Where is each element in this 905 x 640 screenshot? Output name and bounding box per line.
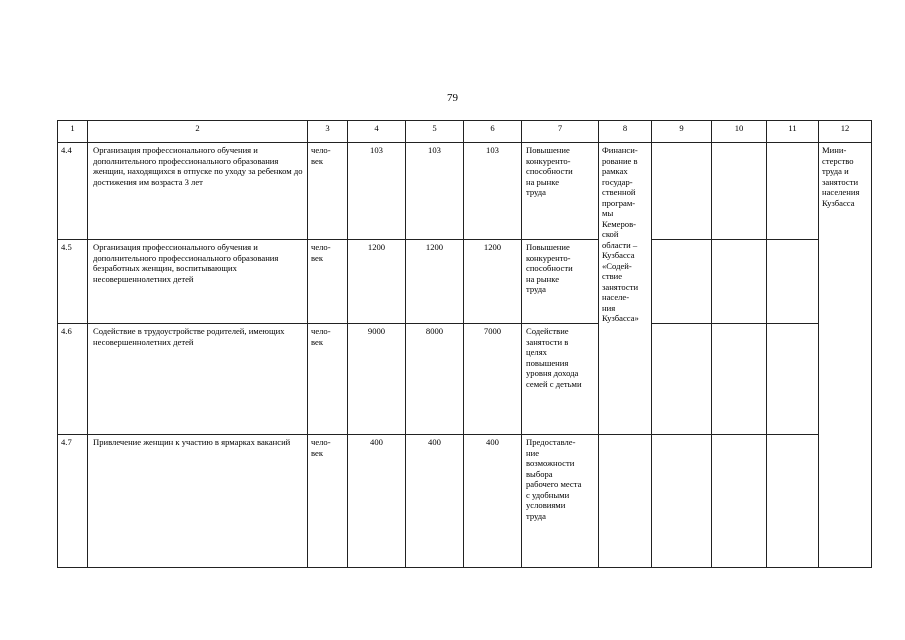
- measure-name: Организация профессионального обучения и дополнительного профессионального образования безработных женщин, воспитывающих несовершеннолетних детей: [88, 240, 308, 324]
- value-col-6: 103: [464, 143, 522, 240]
- value-col-4: 400: [348, 435, 406, 568]
- header-cell: 1: [58, 121, 88, 143]
- header-cell: 5: [406, 121, 464, 143]
- header-cell: 9: [652, 121, 712, 143]
- value-col-4: 1200: [348, 240, 406, 324]
- empty-cell-10: [712, 143, 767, 240]
- unit-cell: чело- век: [308, 435, 348, 568]
- value-col-4: 9000: [348, 324, 406, 435]
- empty-cell-11: [767, 324, 819, 435]
- header-cell: 3: [308, 121, 348, 143]
- value-col-5: 103: [406, 143, 464, 240]
- header-cell: 8: [599, 121, 652, 143]
- header-cell: 2: [88, 121, 308, 143]
- empty-cell-11: [767, 435, 819, 568]
- empty-cell-9: [652, 435, 712, 568]
- measure-name: Привлечение женщин к участию в ярмарках вакансий: [88, 435, 308, 568]
- unit-cell: чело- век: [308, 240, 348, 324]
- unit-cell: чело- век: [308, 324, 348, 435]
- value-col-4: 103: [348, 143, 406, 240]
- table-row: [58, 143, 872, 240]
- value-col-6: 400: [464, 435, 522, 568]
- goal-cell: Повышение конкуренто- способности на рынке труда: [522, 143, 599, 240]
- financing-cell: Финанси- рование в рамках государ- ственной програм- мы Кемеров- ской области – Кузбасса «Содей- ствие занятости населе- ния Кузбасса»: [599, 143, 652, 435]
- measure-name: Организация профессионального обучения и дополнительного профессионального образования женщин, находящихся в отпуске по уходу за ребенком до достижения им возраста 3 лет: [88, 143, 308, 240]
- table-row: [58, 324, 872, 435]
- table-row: [58, 240, 872, 324]
- responsible-cell: Мини- стерство труда и занятости населения Кузбасса: [819, 143, 872, 568]
- empty-cell-11: [767, 240, 819, 324]
- page-number: 79: [447, 92, 458, 104]
- empty-cell-9: [652, 240, 712, 324]
- header-cell: 6: [464, 121, 522, 143]
- empty-cell-9: [652, 324, 712, 435]
- empty-cell-8: [599, 435, 652, 568]
- goal-cell: Повышение конкуренто- способности на рынке труда: [522, 240, 599, 324]
- measures-table: [57, 120, 872, 568]
- header-cell: 7: [522, 121, 599, 143]
- row-number: 4.6: [58, 324, 88, 435]
- value-col-5: 1200: [406, 240, 464, 324]
- header-cell: 4: [348, 121, 406, 143]
- row-number: 4.5: [58, 240, 88, 324]
- header-row: [58, 121, 872, 143]
- header-cell: 12: [819, 121, 872, 143]
- row-number: 4.7: [58, 435, 88, 568]
- table-row: [58, 435, 872, 568]
- measure-name: Содействие в трудоустройстве родителей, имеющих несовершеннолетних детей: [88, 324, 308, 435]
- header-cell: 11: [767, 121, 819, 143]
- value-col-6: 1200: [464, 240, 522, 324]
- value-col-5: 400: [406, 435, 464, 568]
- empty-cell-9: [652, 143, 712, 240]
- empty-cell-10: [712, 324, 767, 435]
- value-col-5: 8000: [406, 324, 464, 435]
- goal-cell: Содействие занятости в целях повышения уровня дохода семей с детьми: [522, 324, 599, 435]
- unit-cell: чело- век: [308, 143, 348, 240]
- goal-cell: Предоставле- ние возможности выбора рабочего места с удобными условиями труда: [522, 435, 599, 568]
- empty-cell-10: [712, 240, 767, 324]
- header-cell: 10: [712, 121, 767, 143]
- value-col-6: 7000: [464, 324, 522, 435]
- row-number: 4.4: [58, 143, 88, 240]
- empty-cell-11: [767, 143, 819, 240]
- empty-cell-10: [712, 435, 767, 568]
